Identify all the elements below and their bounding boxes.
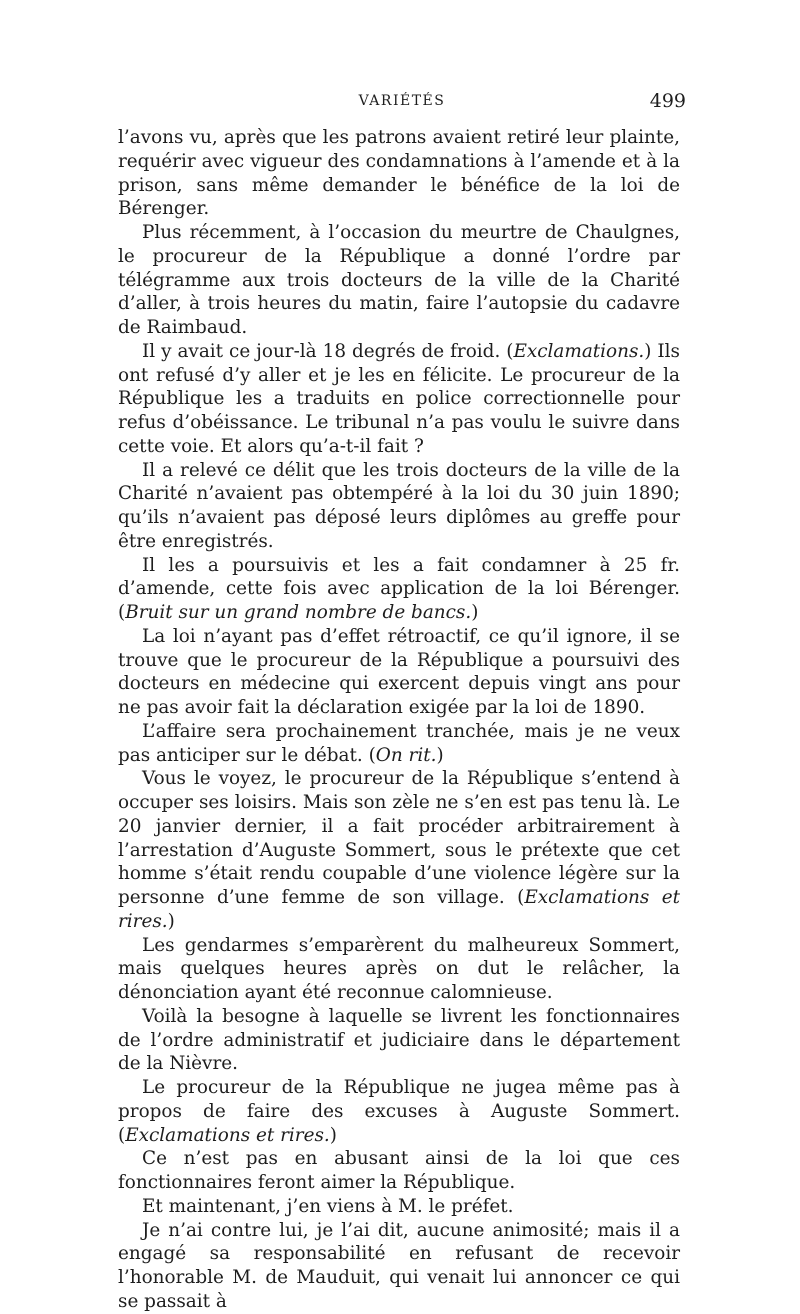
paragraph	[118, 340, 680, 459]
paragraph	[118, 1005, 680, 1076]
paragraph-text: Le procureur de la République ne jugea même pas à propos de faire des excuses à Auguste Sommert. (	[118, 1077, 680, 1146]
paragraph-text: Plus récemment, à l’occasion du meurtre de Chaulgnes, le procureur de la République a donné l’ordre par télégramme aux trois docteurs de la ville de la Charité d’aller, à trois heures du matin, faire l’autopsie du cadavre de Raimbaud.	[118, 222, 680, 338]
paragraph-text: Il a relevé ce délit que les trois docteurs de la ville de la Charité n’avaient pas obtempéré à la loi du 30 juin 1890; qu’ils n’avaient pas déposé leurs diplômes au greffe pour être enregistrés.	[118, 459, 680, 552]
paragraph-text: l’avons vu, après que les patrons avaient retiré leur plainte, requérir avec vigueur des condamnations à l’amende et à la prison, sans même demander le bénéfice de la loi de Bérenger.	[118, 127, 680, 220]
stage-direction: On rit.	[375, 744, 437, 766]
running-head	[118, 90, 686, 114]
body-text	[118, 126, 680, 1314]
paragraph-text: )	[436, 744, 444, 766]
paragraph-text: Il les a poursuivis et les a fait condamner à 25 fr. d’amende, cette fois avec application de la loi Bérenger. (	[118, 554, 680, 623]
paragraph-text: Voilà la besogne à laquelle se livrent les fonctionnaires de l’ordre administratif et judiciaire dans le département de la Nièvre.	[118, 1005, 680, 1075]
paragraph-text: ) Ils ont refusé d’y aller et je les en félicite. Le procureur de la République les a traduits en police correctionnelle pour refus d’obéissance. Le tribunal n’a pas voulu le suivre dans cette voie. Et alors qu’a-t-il fait ?	[118, 340, 680, 457]
paragraph-text: Et maintenant, j’en viens à M. le préfet.	[142, 1195, 514, 1217]
paragraph-text: La loi n’ayant pas d’effet rétroactif, ce qu’il ignore, il se trouve que le procureur de la République a poursuivi des docteurs en médecine qui exercent depuis vingt ans pour ne pas avoir fait la déclaration exigée par la loi de 1890.	[118, 625, 680, 718]
paragraph	[118, 625, 680, 720]
paragraph	[118, 1219, 680, 1314]
stage-direction: Exclamations.	[513, 340, 645, 362]
paragraph	[118, 1076, 680, 1147]
paragraph-text: Les gendarmes s’emparèrent du malheureux Sommert, mais quelques heures après on dut le relâcher, la dénonciation ayant été reconnue calomnieuse.	[118, 934, 680, 1003]
paragraph-text: Ce n’est pas en abusant ainsi de la loi que ces fonctionnaires feront aimer la République.	[118, 1148, 680, 1193]
paragraph	[118, 934, 680, 1005]
paragraph	[118, 554, 680, 625]
paragraph	[118, 221, 680, 340]
paragraph	[118, 1195, 680, 1219]
paragraph-text: Je n’ai contre lui, je l’ai dit, aucune animosité; mais il a engagé sa responsabilité en refusant de recevoir l’honorable M. de Mauduit, qui venait lui annoncer ce qui se passait à	[118, 1219, 680, 1312]
running-head-title: VARIÉTÉS	[358, 93, 446, 109]
paragraph-text: )	[167, 910, 175, 932]
stage-direction: Bruit sur un grand nombre de bancs.	[125, 602, 472, 623]
paragraph	[118, 720, 680, 768]
paragraph-text: )	[329, 1124, 337, 1146]
stage-direction: Exclamations et rires.	[125, 1124, 330, 1146]
paragraph	[118, 1147, 680, 1195]
paragraph	[118, 126, 680, 221]
stage-direction: Exclamations et rires.	[118, 887, 681, 932]
paragraph-text: Il y avait ce jour-là 18 degrés de froid. (	[142, 340, 514, 362]
paragraph	[118, 459, 680, 554]
paragraph-text: L’affaire sera prochainement tranchée, mais je ne veux pas anticiper sur le débat. (	[118, 720, 680, 766]
paragraph-text: Vous le voyez, le procureur de la République s’entend à occuper ses loisirs. Mais son zèle ne s’en est pas tenu là. Le 20 janvier dernier, il a fait procéder arbitrairement à l’arrestation d’Auguste Sommert, sous le prétexte que cet homme s’était rendu coupable d’une violence légère sur la personne d’une femme de son village. (	[118, 768, 680, 908]
paragraph-text: )	[471, 602, 479, 623]
page-number: 499	[649, 90, 686, 112]
paragraph	[118, 767, 680, 933]
